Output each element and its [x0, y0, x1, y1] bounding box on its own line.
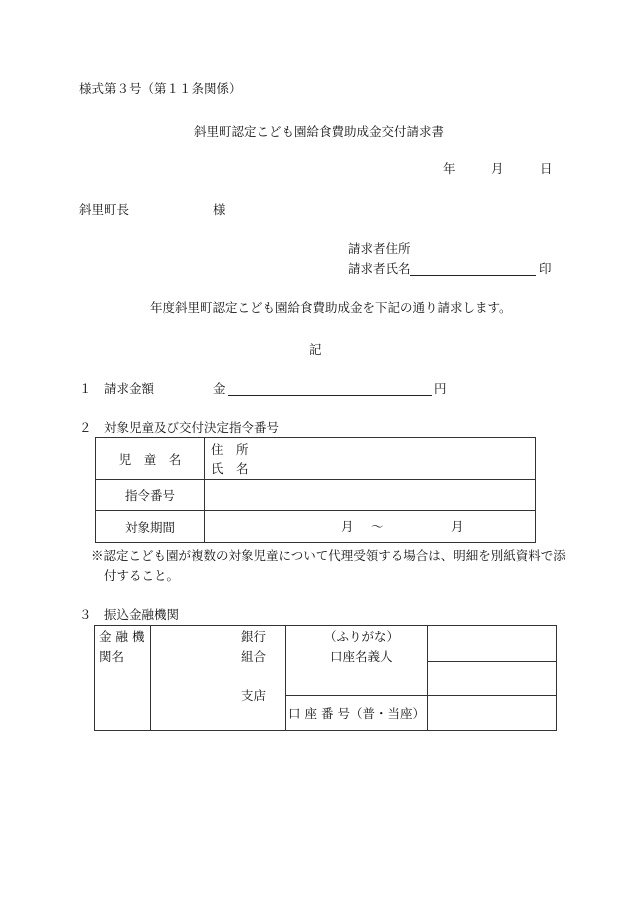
form-number: 様式第３号（第１１条関係） — [79, 81, 242, 96]
period-label: 対象期間 — [124, 519, 175, 535]
period-field[interactable] — [205, 511, 536, 543]
period-label-cell — [96, 511, 205, 543]
date-month: 月 — [491, 161, 504, 176]
date-year: 年 — [443, 161, 456, 176]
furigana-field[interactable] — [428, 626, 557, 662]
child-name-label: 児 童 名 — [118, 451, 182, 467]
document-title: 斜里町認定こども園給食費助成金交付請求書 — [194, 124, 445, 139]
branch-suffix: 支店 — [241, 688, 267, 703]
item1-label: 請求金額 — [104, 381, 155, 396]
account-number-field[interactable] — [428, 696, 557, 731]
account-number-label-cell — [286, 696, 428, 731]
period-start-month: 月 — [341, 519, 354, 534]
date-day: 日 — [540, 161, 553, 176]
holder-label: 口座名義人 — [330, 649, 393, 664]
note-line-1: ※認定こども園が複数の対象児童について代理受領する場合は、明細を別紙資料で添 — [91, 548, 566, 563]
item1-unit: 円 — [434, 381, 447, 396]
bank-name-field[interactable] — [151, 626, 286, 731]
order-number-label-cell — [96, 480, 205, 511]
bank-suffix: 銀行 — [241, 629, 267, 644]
holder-label-cell — [286, 626, 428, 696]
amount-field[interactable] — [228, 395, 432, 396]
holder-name-field[interactable] — [428, 662, 557, 696]
order-number-field[interactable] — [205, 480, 536, 511]
note-line-2: 付すること。 — [104, 568, 180, 583]
item3-heading: ３ 振込金融機関 — [79, 607, 180, 622]
account-number-label: 口 座 番 号（普・当座） — [288, 706, 425, 721]
institution-label-2: 関名 — [99, 649, 125, 664]
item1-prefix: 金 — [213, 381, 226, 396]
order-number-label: 指令番号 — [124, 488, 175, 503]
institution-label-1: 金 融 機 — [99, 629, 145, 644]
item2-heading: ２ 対象児童及び交付決定指令番号 — [79, 420, 280, 435]
intro-text: 年度斜里町認定こども園給食費助成金を下記の通り請求します。 — [150, 300, 512, 315]
child-name-label-cell — [96, 438, 205, 480]
union-suffix: 組合 — [241, 649, 267, 664]
institution-label-cell — [95, 626, 151, 731]
period-end-month: 月 — [451, 519, 464, 534]
period-tilde: 〜 — [371, 519, 384, 534]
addressee-name: 斜里町長 — [79, 202, 130, 217]
child-info-cell[interactable] — [205, 438, 536, 480]
requester-address-label: 請求者住所 — [348, 241, 411, 256]
furigana-label: （ふりがな） — [324, 629, 400, 644]
requester-name-label: 請求者氏名 — [348, 261, 411, 276]
requester-name-field[interactable] — [410, 275, 536, 276]
addressee-suffix: 様 — [213, 202, 226, 217]
seal-mark: 印 — [539, 261, 552, 276]
child-table — [95, 437, 536, 543]
child-name-sub-label: 氏 名 — [211, 461, 249, 476]
bank-table — [94, 625, 557, 731]
item1-number: １ — [79, 381, 92, 396]
ki-marker: 記 — [309, 342, 322, 357]
child-address-label: 住 所 — [211, 442, 249, 457]
